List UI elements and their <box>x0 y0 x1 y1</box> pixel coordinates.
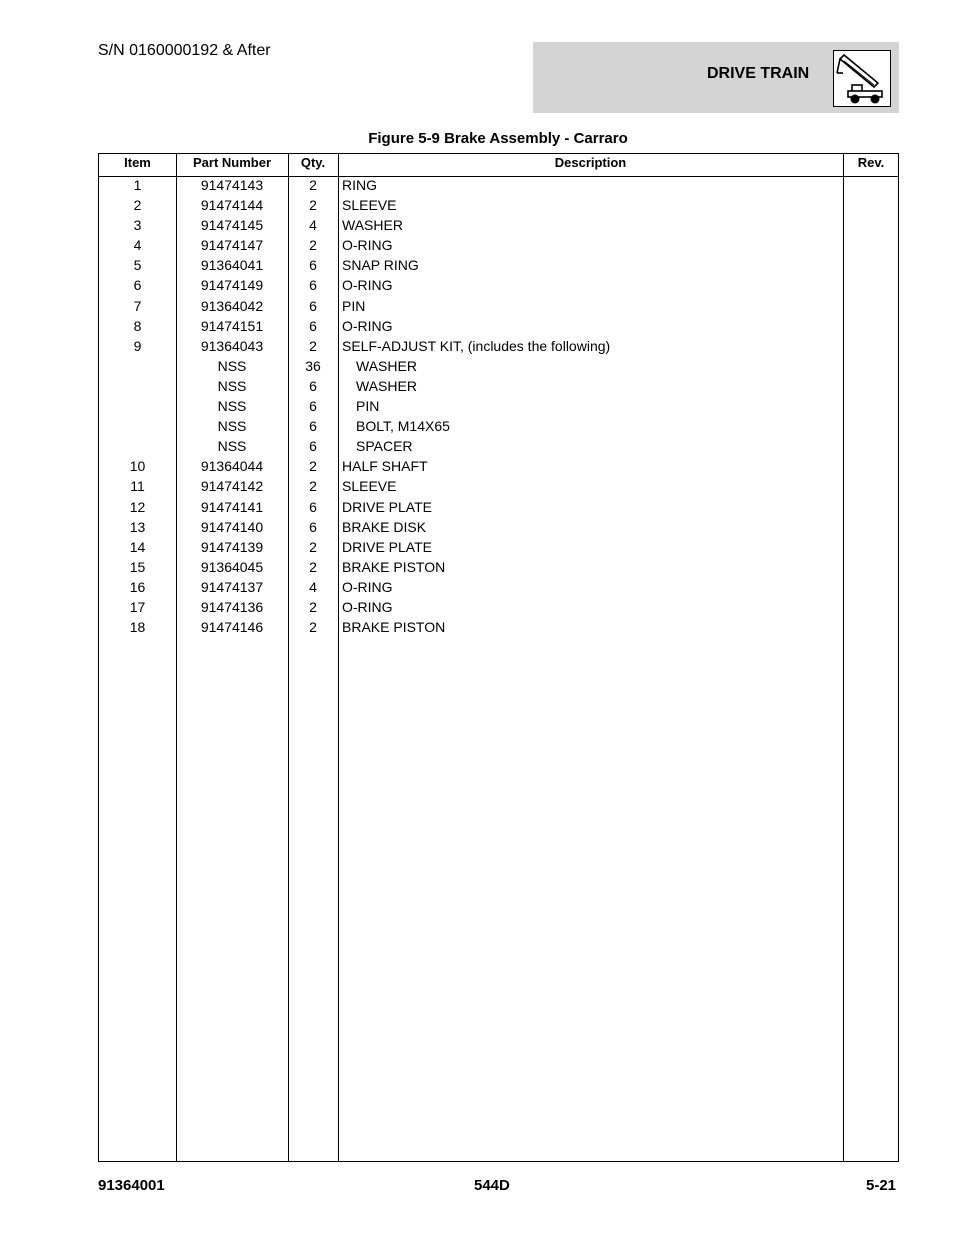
description-cell: BRAKE PISTON <box>342 619 446 636</box>
qty-cell: 2 <box>309 538 317 555</box>
part-number-cell: 91474151 <box>200 317 264 334</box>
serial-number: S/N 0160000192 & After <box>98 42 271 59</box>
footer-doc-number: 91364001 <box>98 1177 165 1194</box>
part-number-cell: 91474139 <box>200 538 264 555</box>
description-cell: WASHER <box>356 377 417 394</box>
qty-cell: 4 <box>309 217 317 234</box>
table-row <box>99 618 898 638</box>
table-body <box>99 176 898 638</box>
table-row <box>99 397 898 417</box>
header-part-number: Part Number <box>192 155 272 170</box>
description-cell: PIN <box>342 297 366 314</box>
table-row <box>99 457 898 477</box>
table-row <box>99 176 898 196</box>
part-number-cell: 91474147 <box>200 237 264 254</box>
qty-cell: 6 <box>309 398 317 415</box>
description-cell: SLEEVE <box>342 478 397 495</box>
item-cell: 12 <box>129 498 146 515</box>
qty-cell: 6 <box>309 518 317 535</box>
item-cell: 8 <box>133 317 142 334</box>
telehandler-icon <box>833 50 891 107</box>
qty-cell: 6 <box>309 297 317 314</box>
item-cell: 15 <box>129 558 146 575</box>
part-number-cell: 91474141 <box>200 498 264 515</box>
qty-cell: 2 <box>309 197 317 214</box>
description-cell: SNAP RING <box>342 257 419 274</box>
table-row <box>99 477 898 497</box>
description-cell: HALF SHAFT <box>342 458 428 475</box>
qty-cell: 2 <box>309 558 317 575</box>
figure-title: Figure 5-9 Brake Assembly - Carraro <box>368 130 628 147</box>
item-cell: 5 <box>133 257 142 274</box>
item-cell: 2 <box>133 197 142 214</box>
qty-cell: 6 <box>309 257 317 274</box>
part-number-cell: 91474144 <box>200 197 264 214</box>
item-cell: 3 <box>133 217 142 234</box>
table-header <box>99 154 898 177</box>
footer-model: 544D <box>474 1177 510 1194</box>
item-cell: 18 <box>129 619 146 636</box>
qty-cell: 2 <box>309 337 317 354</box>
description-cell: WASHER <box>342 217 403 234</box>
description-cell: BRAKE PISTON <box>342 558 446 575</box>
description-cell: BRAKE DISK <box>342 518 427 535</box>
description-cell: DRIVE PLATE <box>342 538 432 555</box>
table-row <box>99 518 898 538</box>
part-number-cell: NSS <box>217 398 247 415</box>
description-cell: O-RING <box>342 578 393 595</box>
item-cell: 10 <box>129 458 146 475</box>
table-row <box>99 578 898 598</box>
part-number-cell: 91364044 <box>200 458 264 475</box>
part-number-cell: 91364043 <box>200 337 264 354</box>
part-number-cell: 91474149 <box>200 277 264 294</box>
item-cell: 6 <box>133 277 142 294</box>
table-row <box>99 558 898 578</box>
qty-cell: 6 <box>309 317 317 334</box>
description-cell: O-RING <box>342 237 393 254</box>
part-number-cell: 91474142 <box>200 478 264 495</box>
qty-cell: 36 <box>305 357 321 374</box>
part-number-cell: 91474143 <box>200 177 264 193</box>
part-number-cell: 91474146 <box>200 619 264 636</box>
item-cell: 14 <box>129 538 146 555</box>
part-number-cell: NSS <box>217 418 247 435</box>
table-row <box>99 196 898 216</box>
table-row <box>99 598 898 618</box>
part-number-cell: NSS <box>217 377 247 394</box>
table-row <box>99 236 898 256</box>
table-row <box>99 538 898 558</box>
table-row <box>99 498 898 518</box>
header-qty: Qty. <box>300 155 326 170</box>
item-cell: 4 <box>133 237 142 254</box>
part-number-cell: 91364042 <box>200 297 264 314</box>
qty-cell: 2 <box>309 619 317 636</box>
part-number-cell: 91364045 <box>200 558 264 575</box>
table-row <box>99 317 898 337</box>
header-description: Description <box>554 155 627 170</box>
part-number-cell: 91474145 <box>200 217 264 234</box>
description-cell: O-RING <box>342 598 393 615</box>
parts-table <box>98 153 899 1162</box>
item-cell: 17 <box>129 598 146 615</box>
table-row <box>99 437 898 457</box>
table-row <box>99 216 898 236</box>
table-row <box>99 276 898 296</box>
part-number-cell: 91364041 <box>200 257 264 274</box>
footer-page-number: 5-21 <box>866 1177 897 1194</box>
qty-cell: 6 <box>309 438 317 455</box>
qty-cell: 2 <box>309 478 317 495</box>
qty-cell: 2 <box>309 458 317 475</box>
qty-cell: 6 <box>309 418 317 435</box>
part-number-cell: NSS <box>217 438 247 455</box>
section-title: DRIVE TRAIN <box>707 65 810 82</box>
description-cell: O-RING <box>342 277 393 294</box>
part-number-cell: 91474137 <box>200 578 264 595</box>
section-header <box>533 42 899 113</box>
qty-cell: 4 <box>309 578 317 595</box>
table-row <box>99 337 898 357</box>
table-row <box>99 256 898 276</box>
description-cell: RING <box>342 177 377 193</box>
item-cell: 11 <box>130 478 145 495</box>
qty-cell: 6 <box>309 498 317 515</box>
qty-cell: 2 <box>309 237 317 254</box>
item-cell: 1 <box>133 177 142 193</box>
table-row <box>99 377 898 397</box>
header-rev: Rev. <box>857 155 885 170</box>
part-number-cell: NSS <box>217 357 247 374</box>
qty-cell: 2 <box>309 177 317 193</box>
description-cell: SPACER <box>356 438 413 455</box>
description-cell: SELF-ADJUST KIT, (includes the following) <box>342 337 611 354</box>
header-item: Item <box>124 155 151 170</box>
description-cell: WASHER <box>356 357 417 374</box>
item-cell: 7 <box>133 297 142 314</box>
description-cell: SLEEVE <box>342 197 397 214</box>
table-row <box>99 357 898 377</box>
description-cell: DRIVE PLATE <box>342 498 432 515</box>
part-number-cell: 91474136 <box>200 598 264 615</box>
item-cell: 9 <box>133 337 142 354</box>
item-cell: 16 <box>129 578 146 595</box>
item-cell: 13 <box>129 518 146 535</box>
description-cell: O-RING <box>342 317 393 334</box>
qty-cell: 6 <box>309 277 317 294</box>
description-cell: BOLT, M14X65 <box>356 418 450 435</box>
part-number-cell: 91474140 <box>200 518 264 535</box>
qty-cell: 6 <box>309 377 317 394</box>
table-row <box>99 417 898 437</box>
qty-cell: 2 <box>309 598 317 615</box>
description-cell: PIN <box>356 398 380 415</box>
table-row <box>99 297 898 317</box>
